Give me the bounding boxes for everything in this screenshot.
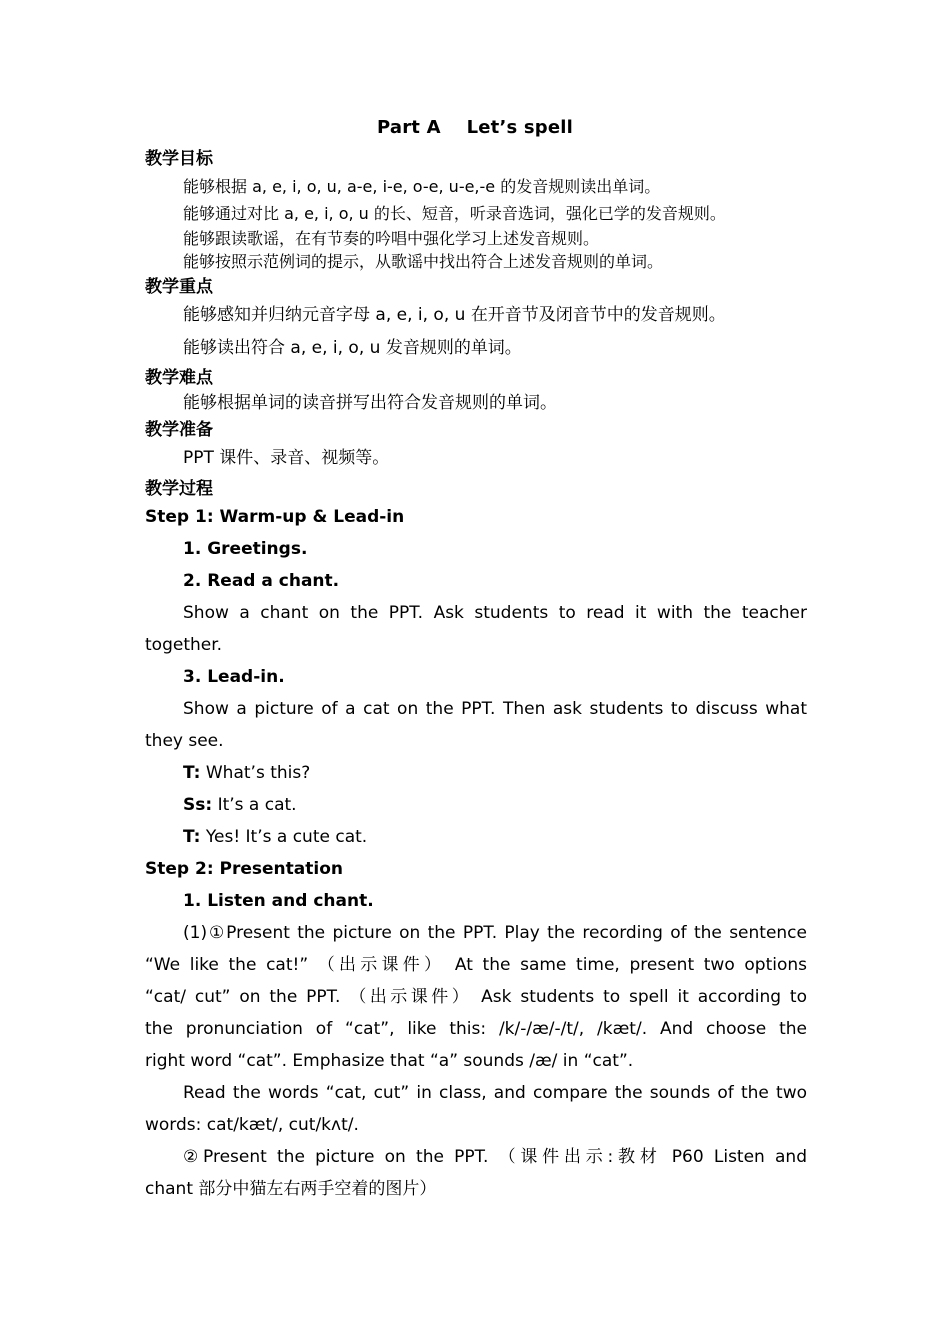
dialogue-line: [183, 825, 807, 849]
step1-item-leadin: 3. Lead-in.: [183, 667, 285, 687]
preparation-heading: 教学准备: [145, 420, 213, 440]
paragraph-line: the pronunciation of “cat”, like this: /k/-/æ/-/t/, /kæt/. And choose the: [145, 1019, 807, 1039]
leadin-text-line: they see.: [145, 731, 224, 751]
dialogue-text: It’s a cat.: [212, 795, 297, 815]
page-title: Part A Let’s spell: [376, 117, 574, 138]
process-heading: 教学过程: [145, 479, 213, 499]
difficult-point-item: 能够根据单词的读音拼写出符合发音规则的单词。: [183, 393, 557, 413]
step1-item-greetings: 1. Greetings.: [183, 539, 308, 559]
dialogue-speaker: T:: [183, 827, 201, 847]
dialogue-line: [183, 793, 807, 817]
goals-heading: 教学目标: [145, 149, 213, 169]
paragraph-line: right word “cat”. Emphasize that “a” sounds /æ/ in “cat”.: [145, 1051, 634, 1071]
key-points-heading: 教学重点: [145, 277, 213, 297]
goal-item: 能够通过对比 a, e, i, o, u 的长、短音，听录音选词，强化已学的发音规则。: [183, 204, 726, 223]
chant-text-line: Show a chant on the PPT. Ask students to read it with the teacher: [183, 603, 807, 623]
preparation-text: PPT 课件、录音、视频等。: [183, 448, 390, 468]
dialogue-text: What’s this?: [200, 763, 311, 783]
chant-text-line: together.: [145, 635, 223, 655]
key-point-item: 能够感知并归纳元音字母 a, e, i, o, u 在开音节及闭音节中的发音规则。: [183, 305, 726, 325]
paragraph-line: chant 部分中猫左右两手空着的图片）: [145, 1179, 437, 1199]
difficult-points-heading: 教学难点: [145, 368, 213, 388]
dialogue-speaker: T:: [183, 763, 201, 783]
dialogue-line: [183, 761, 807, 785]
dialogue-speaker: Ss:: [183, 795, 213, 815]
paragraph-line: “cat/ cut” on the PPT. （出示课件） Ask students to spell it according to: [145, 987, 807, 1007]
dialogue-text: Yes! It’s a cute cat.: [200, 827, 368, 847]
goal-item: 能够根据 a, e, i, o, u, a-e, i-e, o-e, u-e,-e 的发音规则读出单词。: [183, 177, 661, 196]
goal-item: 能够跟读歌谣，在有节奏的吟唱中强化学习上述发音规则。: [183, 229, 600, 248]
step1-item-chant: 2. Read a chant.: [183, 571, 340, 591]
leadin-text-line: Show a picture of a cat on the PPT. Then ask students to discuss what: [183, 699, 807, 719]
goal-item: 能够按照示范例词的提示，从歌谣中找出符合上述发音规则的单词。: [183, 252, 664, 271]
paragraph-line: (1)①Present the picture on the PPT. Play the recording of the sentence: [183, 923, 807, 943]
paragraph-line: words: cat/kæt/, cut/kʌt/.: [145, 1115, 359, 1135]
step2-item-listen-chant: 1. Listen and chant.: [183, 891, 374, 911]
step2-heading: Step 2: Presentation: [145, 859, 343, 879]
paragraph-line: Read the words “cat, cut” in class, and compare the sounds of the two: [183, 1083, 807, 1103]
paragraph-line: ②Present the picture on the PPT. （课件出示:教材 P60 Listen and: [183, 1147, 807, 1167]
step1-heading: Step 1: Warm-up & Lead-in: [145, 507, 405, 527]
paragraph-line: “We like the cat!” （出示课件） At the same time, present two options: [145, 955, 807, 975]
key-point-item: 能够读出符合 a, e, i, o, u 发音规则的单词。: [183, 338, 522, 358]
